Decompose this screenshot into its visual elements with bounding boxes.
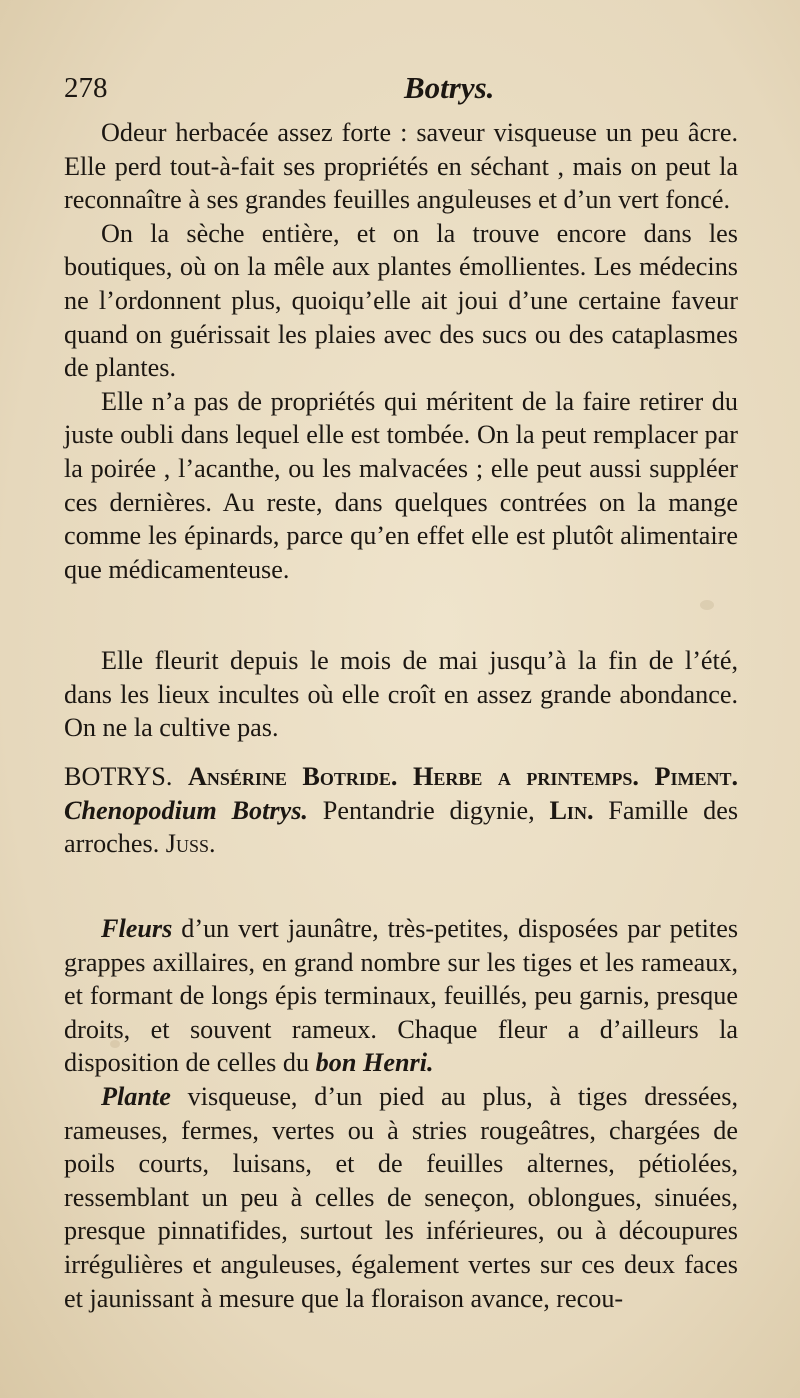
fleurs-text: d’un vert jaunâtre, très-petites, disposées par petites grappes axillaires, en grand nombre sur les tiges et les rameaux, et formant de longs épis terminaux, feuillés, peu garnis, presque droits, et souvent rameux. Chaque fleur a d’ailleurs la disposition de celles du	[64, 914, 739, 1078]
plante-text: visqueuse, d’un pied au plus, à tiges dressées, rameuses, fermes, vertes ou à stries rougeâtres, chargées de poils courts, luisans, et de feuilles alternes, pétiolées, ressemblant un peu à celles de seneçon, oblongues, sinuées, presque pinnatifides, surtout les inférieures, ou à découpures irrégulières et anguleuses, également vertes sur ces deux faces et jaunissant à mesure que la floraison avance, recou-	[64, 1081, 738, 1313]
running-head: Botrys.	[404, 70, 495, 105]
paragraph-usage: Elle n’a pas de propriétés qui méritent de la faire retirer du juste oubli dans lequel elle est tombée. On la peut remplacer par la poirée , l’acanthe, ou les malvacées ; elle peut aussi suppléer ces dernières. Au reste, dans quelques contrées on la mange comme les épinards, parce qu’en effet elle est plutôt alimentaire que médicamenteuse.	[64, 386, 738, 584]
text-block-floraison	[64, 644, 738, 745]
plante-label: Plante	[101, 1081, 171, 1111]
entry-family: Famille des arroches.	[64, 795, 739, 859]
text-block-description	[64, 912, 738, 1315]
entry-latin-name: Chenopodium Botrys.	[64, 795, 308, 825]
entry-juss-abbrev: Juss.	[165, 829, 216, 859]
page-number: 278	[64, 72, 108, 104]
paragraph-sechage: On la sèche entière, et on la trouve encore dans les boutiques, où on la mêle aux plantes émollientes. Les médecins ne l’ordonnent plus, quoiqu’elle ait joui d’une certaine faveur quand on guérissait les plaies avec des sucs ou des cataplasmes de plantes.	[64, 218, 738, 383]
entry-heading-line	[64, 760, 738, 861]
bon-henri-reference: bon Henri.	[315, 1048, 434, 1078]
entry-synonyms: Ansérine Botride. Herbe a printemps. Piment.	[187, 762, 739, 791]
entry-classification: Pentandrie digynie,	[322, 795, 535, 825]
entry-heading	[64, 760, 738, 861]
page-header	[64, 70, 744, 114]
text-block-properties	[64, 116, 738, 586]
paragraph-floraison: Elle fleurit depuis le mois de mai jusqu’à la fin de l’été, dans les lieux incultes où elle croît en assez grande abondance. On ne la cultive pas.	[64, 646, 738, 743]
paragraph-plante	[64, 1080, 738, 1315]
fleurs-label: Fleurs	[101, 914, 173, 943]
foxing-spot	[700, 600, 714, 610]
paragraph-odeur: Odeur herbacée assez forte : saveur visqueuse un peu âcre. Elle perd tout-à-fait ses propriétés en séchant , mais on peut la reconnaître à ses grandes feuilles anguleuses et d’un vert foncé.	[64, 118, 738, 215]
entry-headword: BOTRYS.	[64, 762, 173, 791]
paragraph-fleurs	[64, 912, 738, 1080]
entry-lin-abbrev: Lin.	[549, 795, 594, 825]
